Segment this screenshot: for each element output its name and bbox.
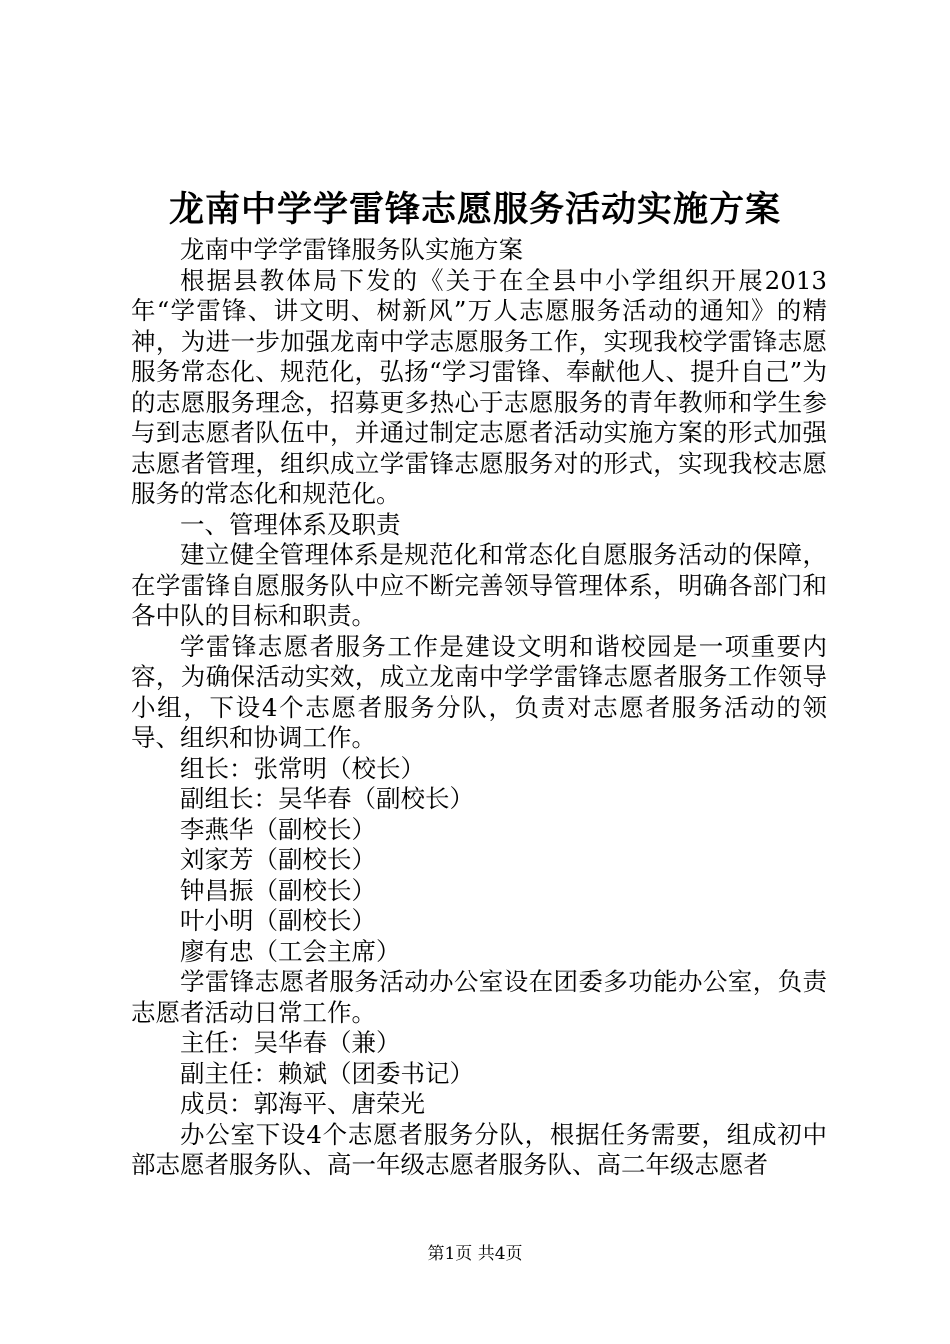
paragraph-management-system: 建立健全管理体系是规范化和常态化自愿服务活动的保障，在学雷锋自愿服务队中应不断完善领导管理体系，明确各部门和各中队的目标和职责。 xyxy=(131,540,827,630)
member-line: 廖有忠（工会主席） xyxy=(180,936,401,966)
member-line: 主任：吴华春（兼） xyxy=(180,1028,401,1057)
paragraph-intro: 根据县教体局下发的《关于在全县中小学组织开展2013年“学雷锋、讲文明、树新风”万人志愿服务活动的通知》的精神，为进一步加强龙南中学志愿服务工作，实现我校学雷锋志愿服务常态化、规范化，弘扬“学习雷锋、奉献他人、提升自己”为的志愿服务理念，招募更多热心于志愿服务的青年教师和学生参与到志愿者队伍中，并通过制定志愿者活动实施方案的形式加强志愿者管理，组织成立学雷锋志愿服务对的形式，实现我校志愿服务的常态化和规范化。 xyxy=(131,265,827,508)
paragraph-service-teams: 办公室下设4个志愿者服务分队，根据任务需要，组成初中部志愿者服务队、高一年级志愿者服务队、高二年级志愿者 xyxy=(131,1119,827,1179)
member-line: 李燕华（副校长） xyxy=(180,814,376,844)
member-line: 组长：张常明（校长） xyxy=(180,753,425,783)
member-line: 叶小明（副校长） xyxy=(180,906,376,935)
paragraph-office: 学雷锋志愿者服务活动办公室设在团委多功能办公室，负责志愿者活动日常工作。 xyxy=(131,967,827,1027)
member-line: 刘家芳（副校长） xyxy=(180,845,376,874)
document-title: 龙南中学学雷锋志愿服务活动实施方案 xyxy=(168,189,781,230)
member-line: 副主任：赖斌（团委书记） xyxy=(180,1058,474,1088)
member-line: 副组长：吴华春（副校长） xyxy=(180,784,474,813)
member-line: 钟昌振（副校长） xyxy=(180,875,376,905)
member-line: 成员：郭海平、唐荣光 xyxy=(180,1089,425,1118)
page-number: 第1页 共4页 xyxy=(427,1244,523,1264)
document-body xyxy=(131,235,827,1181)
paragraph-leadership-group: 学雷锋志愿者服务工作是建设文明和谐校园是一项重要内容，为确保活动实效，成立龙南中学学雷锋志愿者服务工作领导小组，下设4个志愿者服务分队，负责对志愿者服务活动的领导、组织和协调工作。 xyxy=(131,631,827,752)
section-heading-management: 一、管理体系及职责 xyxy=(180,509,401,539)
paragraph-subtitle: 龙南中学学雷锋服务队实施方案 xyxy=(180,235,523,264)
